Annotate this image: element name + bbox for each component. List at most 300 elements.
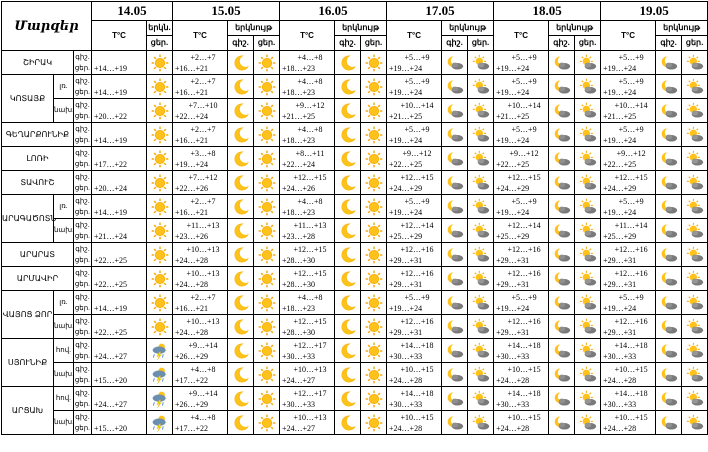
temp-range: +5…+9 +19…+24 — [494, 75, 549, 99]
zone-label: նախ. — [54, 219, 74, 243]
temp-range: +22…+25 — [92, 243, 147, 267]
temp-range: +14…+18 +30…+33 — [387, 387, 442, 411]
temp-range: +11…+13 +23…+28 — [280, 219, 335, 243]
moon-cloud-icon — [656, 174, 681, 192]
temp-range: +2…+7 +16…+21 — [173, 195, 228, 219]
sun-cloud-icon — [682, 102, 707, 120]
sun-icon — [361, 78, 386, 96]
temp-range: +24…+27 — [92, 387, 147, 411]
sky-night-cell — [442, 219, 468, 243]
sky-day-cell — [575, 291, 601, 315]
sun-icon — [254, 150, 279, 168]
sky-cell — [147, 219, 173, 243]
sky-cell — [147, 123, 173, 147]
temp-range: +10…+13 +24…+27 — [280, 411, 335, 435]
sky-night-cell — [335, 195, 361, 219]
sky-night-cell — [656, 51, 682, 75]
sun-icon — [361, 246, 386, 264]
moon-cloud-icon — [549, 78, 574, 96]
temp-range: +10…+14 +21…+25 — [494, 99, 549, 123]
sky-cell — [147, 315, 173, 339]
sun-icon — [147, 150, 172, 168]
sun-icon — [147, 222, 172, 240]
moon-icon — [335, 126, 360, 144]
thunderstorm-icon — [147, 342, 172, 360]
sun-icon — [254, 78, 279, 96]
sky-night-cell — [549, 99, 575, 123]
moon-cloud-icon — [442, 222, 467, 240]
sky-night-cell — [656, 219, 682, 243]
temp-range: +14…+19 — [92, 291, 147, 315]
temp-range: +5…+9 +19…+24 — [601, 75, 656, 99]
sky-day-cell — [575, 411, 601, 435]
sky-night-cell — [228, 363, 254, 387]
moon-cloud-icon — [656, 414, 681, 432]
sky-night-cell — [228, 123, 254, 147]
table-row — [2, 75, 708, 99]
temp-range: +14…+19 — [92, 123, 147, 147]
temp-range: +24…+27 — [92, 339, 147, 363]
temp-range: +14…+18 +30…+33 — [601, 339, 656, 363]
sky-day-cell — [468, 171, 494, 195]
sun-icon — [361, 222, 386, 240]
date-header: 16.05 — [280, 2, 387, 21]
temp-range: +10…+13 +24…+28 — [173, 267, 228, 291]
moon-cloud-icon — [549, 342, 574, 360]
moon-cloud-icon — [442, 78, 467, 96]
sky-cell — [147, 387, 173, 411]
temp-range: +12…+16 +29…+31 — [387, 267, 442, 291]
sky-cell — [147, 291, 173, 315]
sky-night-cell — [549, 315, 575, 339]
sky-night-cell — [549, 219, 575, 243]
temp-header: T°C — [494, 21, 549, 51]
temp-range: +12…+15 +24…+29 — [494, 171, 549, 195]
sun-cloud-icon — [468, 366, 493, 384]
sun-icon — [361, 270, 386, 288]
temp-range: +12…+16 +29…+31 — [387, 243, 442, 267]
sun-cloud-icon — [575, 78, 600, 96]
table-row — [2, 99, 708, 123]
sky-night-cell — [549, 243, 575, 267]
temp-range: +12…+16 +29…+31 — [601, 243, 656, 267]
sun-icon — [361, 390, 386, 408]
sun-cloud-icon — [682, 198, 707, 216]
sun-cloud-icon — [575, 318, 600, 336]
temp-range: +12…+15 +24…+29 — [387, 171, 442, 195]
table-row — [2, 219, 708, 243]
moon-cloud-icon — [442, 126, 467, 144]
sky-night-cell — [656, 147, 682, 171]
sun-icon — [254, 366, 279, 384]
day-night-label: գիշ. ցեր. — [74, 147, 92, 171]
temp-range: +10…+15 +24…+28 — [601, 411, 656, 435]
moon-cloud-icon — [442, 198, 467, 216]
moon-icon — [228, 198, 253, 216]
sun-cloud-icon — [468, 222, 493, 240]
table-row — [2, 51, 708, 75]
date-header: 15.05 — [173, 2, 280, 21]
moon-cloud-icon — [549, 198, 574, 216]
sky-day-cell — [575, 315, 601, 339]
sun-cloud-icon — [468, 174, 493, 192]
moon-icon — [228, 366, 253, 384]
temp-range: +15…+20 — [92, 411, 147, 435]
sky-night-cell — [228, 267, 254, 291]
moon-cloud-icon — [442, 246, 467, 264]
sky-day-cell — [575, 387, 601, 411]
sky-day-cell — [254, 315, 280, 339]
temp-range: +12…+17 +30…+33 — [280, 339, 335, 363]
sky-night-cell — [442, 339, 468, 363]
sky-night-cell — [228, 75, 254, 99]
sky-day-cell — [254, 195, 280, 219]
sun-cloud-icon — [682, 366, 707, 384]
sun-icon — [147, 270, 172, 288]
sun-icon — [361, 150, 386, 168]
moon-icon — [335, 102, 360, 120]
temp-range: +10…+15 +24…+28 — [601, 363, 656, 387]
moon-icon — [335, 54, 360, 72]
sky-night-cell — [442, 75, 468, 99]
sky-night-cell — [335, 267, 361, 291]
temp-range: +12…+15 +28…+30 — [280, 267, 335, 291]
sun-icon — [254, 246, 279, 264]
sky-day-cell — [468, 267, 494, 291]
moon-cloud-icon — [442, 318, 467, 336]
temp-range: +5…+9 +19…+24 — [494, 123, 549, 147]
temp-range: +5…+9 +19…+24 — [387, 51, 442, 75]
sun-icon — [361, 126, 386, 144]
date-header: 17.05 — [387, 2, 494, 21]
sky-day-cell — [682, 147, 708, 171]
moon-icon — [335, 318, 360, 336]
region-name: ԱՐՑԱԽ — [2, 387, 54, 435]
temp-range: +22…+25 — [92, 315, 147, 339]
sun-cloud-icon — [682, 222, 707, 240]
sun-cloud-icon — [468, 390, 493, 408]
temp-range: +12…+16 +29…+31 — [494, 243, 549, 267]
moon-cloud-icon — [656, 78, 681, 96]
sky-night-cell — [656, 291, 682, 315]
sun-icon — [361, 198, 386, 216]
sky-day-cell — [468, 219, 494, 243]
sky-day-cell — [361, 123, 387, 147]
moon-icon — [228, 390, 253, 408]
sky-night-cell — [228, 51, 254, 75]
sun-cloud-icon — [682, 318, 707, 336]
temp-range: +2…+7 +16…+21 — [173, 51, 228, 75]
moon-icon — [335, 198, 360, 216]
sky-night-cell — [549, 171, 575, 195]
sky-night-cell — [442, 411, 468, 435]
sky-day-cell — [254, 387, 280, 411]
zone-label: լռ. — [54, 291, 74, 315]
sky-night-cell — [335, 315, 361, 339]
sky-day-cell — [682, 219, 708, 243]
sky-day-cell — [361, 339, 387, 363]
zone-label: նախ. — [54, 411, 74, 435]
sky-day-cell — [575, 99, 601, 123]
temp-range: +7…+12 +22…+26 — [173, 171, 228, 195]
sun-icon — [361, 102, 386, 120]
sun-icon — [254, 54, 279, 72]
temp-range: +5…+9 +19…+24 — [387, 75, 442, 99]
sun-cloud-icon — [468, 78, 493, 96]
sky-night-cell — [549, 123, 575, 147]
sky-cell — [147, 411, 173, 435]
sun-icon — [254, 294, 279, 312]
sun-cloud-icon — [575, 150, 600, 168]
sky-day-cell — [361, 51, 387, 75]
temp-range: +5…+9 +19…+24 — [601, 291, 656, 315]
sky-day-cell — [682, 267, 708, 291]
moon-cloud-icon — [656, 54, 681, 72]
temp-range: +12…+16 +29…+31 — [601, 315, 656, 339]
moon-icon — [335, 366, 360, 384]
sky-cell — [147, 99, 173, 123]
sky-cell — [147, 147, 173, 171]
sky-header: երկնույթ գիշ. ցեր. — [228, 21, 280, 51]
sky-night-cell — [442, 267, 468, 291]
sun-icon — [254, 126, 279, 144]
temp-range: +9…+12 +22…+25 — [601, 147, 656, 171]
sky-day-cell — [575, 75, 601, 99]
temp-range: +4…+8 +18…+23 — [280, 195, 335, 219]
moon-cloud-icon — [549, 270, 574, 288]
temp-range: +14…+18 +30…+33 — [387, 339, 442, 363]
sky-night-cell — [442, 123, 468, 147]
sun-cloud-icon — [468, 198, 493, 216]
sky-night-cell — [335, 291, 361, 315]
sky-night-cell — [228, 315, 254, 339]
sky-night-cell — [335, 171, 361, 195]
sun-cloud-icon — [468, 342, 493, 360]
sky-night-cell — [228, 147, 254, 171]
moon-cloud-icon — [656, 390, 681, 408]
moon-icon — [335, 390, 360, 408]
temp-range: +3…+8 +19…+24 — [173, 147, 228, 171]
sky-night-cell — [228, 411, 254, 435]
temp-range: +5…+9 +19…+24 — [494, 291, 549, 315]
moon-cloud-icon — [549, 246, 574, 264]
sky-cell — [147, 339, 173, 363]
sky-day-cell — [254, 171, 280, 195]
sky-header: երկնույթ գիշ. ցեր. — [656, 21, 708, 51]
sun-icon — [254, 198, 279, 216]
sky-night-cell — [335, 147, 361, 171]
sun-icon — [361, 366, 386, 384]
sky-night-cell — [335, 123, 361, 147]
temp-range: +14…+19 — [92, 75, 147, 99]
moon-icon — [335, 294, 360, 312]
sky-night-cell — [549, 339, 575, 363]
day-night-label: գիշ. ցեր. — [74, 339, 92, 363]
sun-cloud-icon — [682, 150, 707, 168]
sky-night-cell — [335, 411, 361, 435]
sun-icon — [361, 342, 386, 360]
sky-cell — [147, 171, 173, 195]
day-night-label: գիշ. ցեր. — [74, 195, 92, 219]
sky-night-cell — [442, 291, 468, 315]
sky-day-cell — [682, 75, 708, 99]
day-night-label: գիշ. ցեր. — [74, 123, 92, 147]
sky-day-cell — [575, 195, 601, 219]
sky-day-cell — [254, 147, 280, 171]
moon-cloud-icon — [442, 54, 467, 72]
sky-night-cell — [549, 75, 575, 99]
moon-cloud-icon — [442, 342, 467, 360]
temp-range: +4…+8 +17…+22 — [173, 411, 228, 435]
temp-header: T°C — [387, 21, 442, 51]
sky-header: երկնույթ գիշ. ցեր. — [442, 21, 494, 51]
sky-night-cell — [228, 171, 254, 195]
date-header: 14.05 — [92, 2, 173, 21]
day-night-label: գիշ. ցեր. — [74, 315, 92, 339]
temp-range: +10…+13 +24…+28 — [173, 315, 228, 339]
table-row — [2, 147, 708, 171]
sky-header: երկնույթ գիշ. ցեր. — [335, 21, 387, 51]
sun-cloud-icon — [575, 222, 600, 240]
sun-icon — [147, 318, 172, 336]
temp-range: +9…+12 +21…+25 — [280, 99, 335, 123]
sky-day-cell — [575, 147, 601, 171]
sky-cell — [147, 267, 173, 291]
sun-cloud-icon — [682, 270, 707, 288]
moon-cloud-icon — [549, 414, 574, 432]
sky-day-cell — [682, 339, 708, 363]
temp-range: +8…+11 +22…+24 — [280, 147, 335, 171]
temp-range: +10…+13 +24…+27 — [280, 363, 335, 387]
sky-night-cell — [228, 99, 254, 123]
moon-cloud-icon — [656, 294, 681, 312]
thunderstorm-icon — [147, 414, 172, 432]
sky-night-cell — [656, 195, 682, 219]
sky-day-cell — [254, 363, 280, 387]
moon-cloud-icon — [656, 246, 681, 264]
sun-icon — [254, 102, 279, 120]
region-name: ՇԻՐԱԿ — [2, 51, 74, 75]
table-row — [2, 123, 708, 147]
moon-icon — [228, 270, 253, 288]
sky-night-cell — [228, 387, 254, 411]
moon-icon — [228, 222, 253, 240]
sun-icon — [254, 270, 279, 288]
zone-label: լռ. — [54, 195, 74, 219]
table-row — [2, 363, 708, 387]
sky-night-cell — [549, 147, 575, 171]
sky-day-cell — [361, 75, 387, 99]
day-night-label: գիշ. ցեր. — [74, 75, 92, 99]
temp-range: +20…+24 — [92, 171, 147, 195]
region-header: Մարզեր — [2, 2, 92, 51]
moon-cloud-icon — [656, 342, 681, 360]
date-header: 19.05 — [601, 2, 708, 21]
temp-range: +12…+15 +28…+30 — [280, 243, 335, 267]
sky-night-cell — [656, 243, 682, 267]
moon-icon — [228, 342, 253, 360]
temp-range: +4…+8 +18…+23 — [280, 75, 335, 99]
sun-icon — [361, 54, 386, 72]
moon-cloud-icon — [656, 102, 681, 120]
zone-label: նախ. — [54, 315, 74, 339]
moon-icon — [335, 270, 360, 288]
sky-day-cell — [682, 171, 708, 195]
temp-range: +5…+9 +19…+24 — [387, 291, 442, 315]
moon-icon — [335, 78, 360, 96]
day-night-label: գիշ. ցեր. — [74, 243, 92, 267]
sun-cloud-icon — [575, 270, 600, 288]
table-row — [2, 387, 708, 411]
sun-cloud-icon — [575, 174, 600, 192]
temp-range: +10…+15 +24…+28 — [494, 363, 549, 387]
sky-day-cell — [575, 363, 601, 387]
moon-icon — [228, 174, 253, 192]
sky-day-cell — [468, 291, 494, 315]
sky-header: երկն. ցեր. — [147, 21, 173, 51]
sun-cloud-icon — [575, 126, 600, 144]
sky-day-cell — [361, 363, 387, 387]
sky-night-cell — [656, 123, 682, 147]
temp-range: +14…+19 — [92, 195, 147, 219]
region-name: ԿՈՏԱՅՔ — [2, 75, 54, 123]
sun-icon — [361, 318, 386, 336]
temp-range: +12…+14 +25…+29 — [494, 219, 549, 243]
sky-night-cell — [335, 99, 361, 123]
sun-cloud-icon — [575, 414, 600, 432]
sky-night-cell — [335, 75, 361, 99]
sky-cell — [147, 51, 173, 75]
sky-day-cell — [254, 51, 280, 75]
forecast-table — [1, 1, 708, 435]
sun-icon — [147, 246, 172, 264]
sky-night-cell — [656, 267, 682, 291]
sun-cloud-icon — [682, 342, 707, 360]
temp-range: +4…+8 +18…+23 — [280, 123, 335, 147]
moon-icon — [228, 150, 253, 168]
sky-night-cell — [656, 411, 682, 435]
sky-day-cell — [361, 267, 387, 291]
day-night-label: գիշ. ցեր. — [74, 363, 92, 387]
temp-range: +5…+9 +19…+24 — [387, 123, 442, 147]
sky-day-cell — [468, 51, 494, 75]
temp-range: +12…+14 +25…+29 — [387, 219, 442, 243]
temp-range: +14…+18 +30…+33 — [494, 387, 549, 411]
region-name: ԼՈՌԻ — [2, 147, 74, 171]
sun-cloud-icon — [682, 54, 707, 72]
sky-night-cell — [228, 243, 254, 267]
sky-day-cell — [682, 99, 708, 123]
sky-day-cell — [361, 171, 387, 195]
sky-night-cell — [442, 171, 468, 195]
table-row — [2, 339, 708, 363]
sun-cloud-icon — [575, 54, 600, 72]
table-row — [2, 243, 708, 267]
sky-day-cell — [468, 243, 494, 267]
sun-icon — [147, 174, 172, 192]
temp-header: T°C — [601, 21, 656, 51]
moon-cloud-icon — [656, 198, 681, 216]
sky-night-cell — [442, 387, 468, 411]
region-name: ԳԵՂԱՐՔՈՒՆԻՔ — [2, 123, 74, 147]
sky-day-cell — [682, 411, 708, 435]
moon-cloud-icon — [656, 366, 681, 384]
zone-label: նախ. — [54, 363, 74, 387]
sky-day-cell — [575, 171, 601, 195]
temp-header: T°C — [173, 21, 228, 51]
moon-cloud-icon — [549, 294, 574, 312]
temp-range: +2…+7 +16…+21 — [173, 291, 228, 315]
